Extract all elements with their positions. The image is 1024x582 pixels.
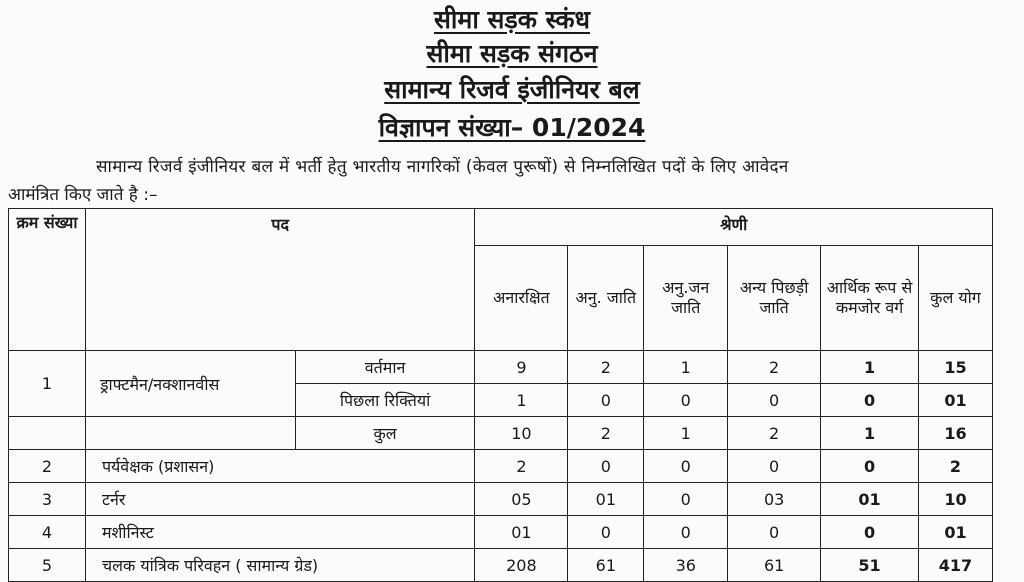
- value-ews: 0: [821, 384, 919, 417]
- advertisement-number: विज्ञापन संख्या– 01/2024: [378, 113, 646, 142]
- value-st: 1: [644, 351, 728, 384]
- value-sc: 01: [568, 483, 644, 516]
- intro-text: सामान्य रिजर्व इंजीनियर बल में भर्ती हेतु भारतीय नागरिकों (केवल पुरूषों) से निम्नलिखित पदों के लिए आवेदन: [96, 157, 789, 177]
- value-total: 16: [918, 417, 992, 450]
- post-name: टर्नर: [85, 483, 475, 516]
- header-total: कुल योग: [918, 246, 992, 351]
- value-unreserved: 208: [475, 549, 568, 582]
- header-category: श्रेणी: [475, 209, 993, 246]
- value-unreserved: 1: [475, 384, 568, 417]
- table-row: [9, 516, 993, 549]
- value-ews: 0: [821, 450, 919, 483]
- value-ews: 0: [821, 516, 919, 549]
- post-name: मशीनिस्ट: [85, 516, 475, 549]
- value-total: 15: [918, 351, 992, 384]
- header-sc: अनु. जाति: [568, 246, 644, 351]
- serial-number: 5: [9, 549, 86, 582]
- value-sc: 61: [568, 549, 644, 582]
- office-title: सीमा सड़क स्कंध: [434, 5, 590, 34]
- serial-number: 4: [9, 516, 86, 549]
- value-unreserved: 2: [475, 450, 568, 483]
- value-obc: 0: [728, 450, 821, 483]
- value-total: 01: [918, 384, 992, 417]
- value-sc: 0: [568, 450, 644, 483]
- post-name: पर्यवेक्षक (प्रशासन): [85, 450, 475, 483]
- table-row: [9, 417, 993, 450]
- value-ews: 1: [821, 351, 919, 384]
- intro-text-cont: आमंत्रित किए जाते है :–: [8, 185, 158, 205]
- table-row: [9, 483, 993, 516]
- value-total: 10: [918, 483, 992, 516]
- serial-number: 3: [9, 483, 86, 516]
- value-ews: 51: [821, 549, 919, 582]
- sub-row-label: पिछला रिक्तियां: [295, 384, 475, 417]
- value-obc: 03: [728, 483, 821, 516]
- value-total: 01: [918, 516, 992, 549]
- value-st: 0: [644, 483, 728, 516]
- header-st: अनु.जन जाति: [644, 246, 728, 351]
- header-obc: अन्य पिछड़ी जाति: [728, 246, 821, 351]
- value-sc: 0: [568, 384, 644, 417]
- value-unreserved: 9: [475, 351, 568, 384]
- post-name: [85, 417, 295, 450]
- value-obc: 2: [728, 351, 821, 384]
- value-st: 0: [644, 516, 728, 549]
- value-st: 1: [644, 417, 728, 450]
- vacancy-table: [8, 208, 993, 582]
- sub-row-label: वर्तमान: [295, 351, 475, 384]
- value-sc: 0: [568, 516, 644, 549]
- value-sc: 2: [568, 417, 644, 450]
- value-unreserved: 10: [475, 417, 568, 450]
- value-st: 0: [644, 450, 728, 483]
- header-post: पद: [85, 209, 475, 351]
- value-obc: 0: [728, 384, 821, 417]
- serial-number: [9, 417, 86, 450]
- value-unreserved: 05: [475, 483, 568, 516]
- value-unreserved: 01: [475, 516, 568, 549]
- post-name: ड्राफ्टमैन/नक्शानवीस: [85, 351, 295, 417]
- value-st: 36: [644, 549, 728, 582]
- value-total: 2: [918, 450, 992, 483]
- organization-title: सीमा सड़क संगठन: [426, 39, 598, 68]
- header-ews: आर्थिक रूप से कमजोर वर्ग: [821, 246, 919, 351]
- post-name: चलक यांत्रिक परिवहन ( सामान्य ग्रेड): [85, 549, 475, 582]
- value-st: 0: [644, 384, 728, 417]
- value-ews: 01: [821, 483, 919, 516]
- header-unreserved: अनारक्षित: [475, 246, 568, 351]
- value-obc: 0: [728, 516, 821, 549]
- value-sc: 2: [568, 351, 644, 384]
- header-serial-number: क्रम संख्या: [9, 209, 86, 351]
- serial-number: 2: [9, 450, 86, 483]
- value-obc: 2: [728, 417, 821, 450]
- table-row: [9, 450, 993, 483]
- value-ews: 1: [821, 417, 919, 450]
- value-obc: 61: [728, 549, 821, 582]
- force-title: सामान्य रिजर्व इंजीनियर बल: [384, 75, 640, 104]
- sub-row-label: कुल: [295, 417, 475, 450]
- table-row: [9, 351, 993, 384]
- serial-number: 1: [9, 351, 86, 417]
- value-total: 417: [918, 549, 992, 582]
- table-row: [9, 549, 993, 582]
